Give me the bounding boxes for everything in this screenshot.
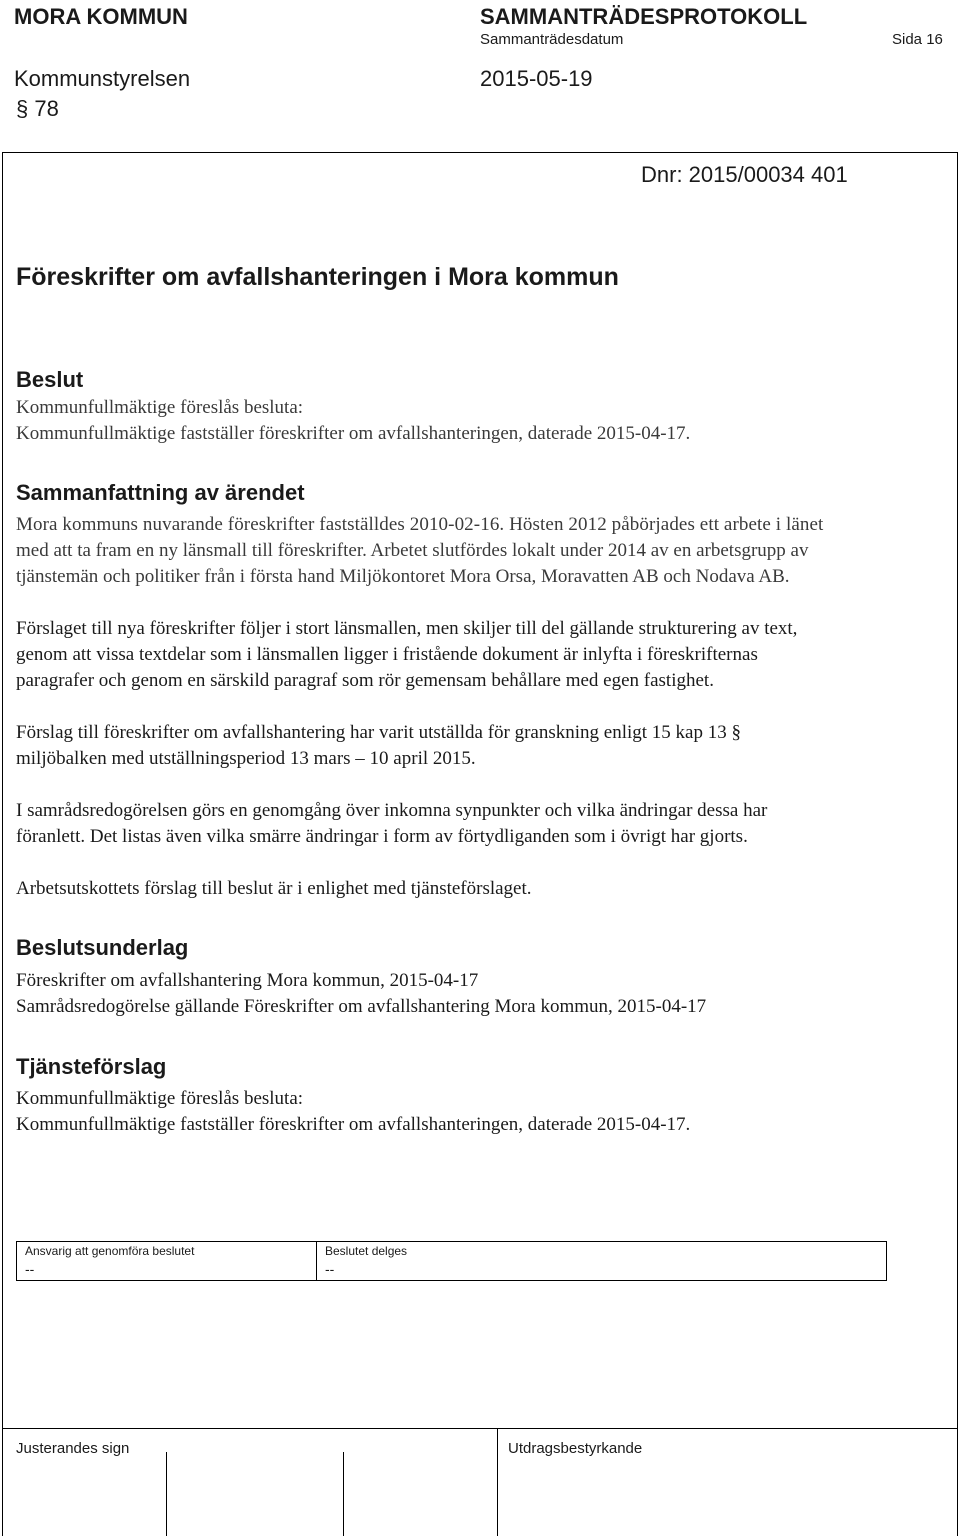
official-proposal-line-2: Kommunfullmäktige fastställer föreskrifter om avfallshanteringen, daterade 2015-04-17.: [16, 1114, 691, 1135]
responsible-label: Ansvarig att genomföra beslutet: [25, 1244, 195, 1258]
summary-p2-line-3: paragrafer och genom en särskild paragraf som rör gemensam behållare med egen fastighet.: [16, 670, 714, 691]
summary-p5: Arbetsutskottets förslag till beslut är i enlighet med tjänsteförslaget.: [16, 878, 532, 899]
section-heading-summary: Sammanfattning av ärendet: [16, 480, 305, 505]
section-heading-official-proposal: Tjänsteförslag: [16, 1054, 167, 1079]
summary-p4-line-2: föranlett. Det listas även vilka smärre ändringar i form av förtydliganden som i övrigt har gjorts.: [16, 826, 748, 847]
date-label: Sammanträdesdatum: [480, 31, 624, 48]
beslut-line-2: Kommunfullmäktige fastställer föreskrifter om avfallshanteringen, daterade 2015-04-17.: [16, 423, 691, 444]
signature-box-divider: [343, 1452, 344, 1536]
signature-box-divider: [497, 1428, 498, 1536]
decision-basis-line-2: Samrådsredogörelse gällande Föreskrifter om avfallshantering Mora kommun, 2015-04-17: [16, 996, 707, 1017]
summary-p1-line-1: Mora kommuns nuvarande föreskrifter fastställdes 2010-02-16. Hösten 2012 påbörjades ett arbete i länet: [16, 514, 824, 535]
responsibility-cell-left: [17, 1242, 317, 1280]
meeting-date: 2015-05-19: [480, 66, 593, 91]
summary-p1-line-2: med att ta fram en ny länsmall till föreskrifter. Arbetet slutfördes lokalt under 2014 av en arbetsgrupp av: [16, 540, 809, 561]
responsibility-cell-right: [317, 1242, 887, 1280]
official-proposal-line-1: Kommunfullmäktige föreslås besluta:: [16, 1088, 304, 1109]
signature-divider: [2, 1428, 958, 1429]
responsibility-table: [16, 1241, 887, 1281]
notify-label: Beslutet delges: [325, 1244, 408, 1258]
summary-p2-line-1: Förslaget till nya föreskrifter följer i stort länsmallen, men skiljer till del gällande strukturering av text,: [16, 618, 798, 639]
responsible-value: --: [25, 1261, 35, 1277]
section-heading-beslut: Beslut: [16, 367, 84, 392]
summary-p3-line-2: miljöbalken med utställningsperiod 13 mars – 10 april 2015.: [16, 748, 476, 769]
document-type: SAMMANTRÄDESPROTOKOLL: [480, 4, 808, 29]
signature-box-divider: [166, 1452, 167, 1536]
summary-p4-line-1: I samrådsredogörelsen görs en genomgång över inkomna synpunkter och vilka ändringar dessa har: [16, 800, 768, 821]
committee-name: Kommunstyrelsen: [14, 66, 191, 91]
notify-value: --: [325, 1261, 335, 1277]
summary-p2-line-2: genom att vissa textdelar som i länsmallen ligger i fristående dokument är inlyfta i föreskrifternas: [16, 644, 758, 665]
signature-label-right: Utdragsbestyrkande: [508, 1440, 643, 1457]
paragraph-number: § 78: [16, 96, 59, 121]
diary-number: Dnr: 2015/00034 401: [641, 162, 848, 187]
beslut-line-1: Kommunfullmäktige föreslås besluta:: [16, 397, 304, 418]
summary-p3-line-1: Förslag till föreskrifter om avfallshantering har varit utställda för granskning enligt 15 kap 13 §: [16, 722, 741, 743]
section-heading-decision-basis: Beslutsunderlag: [16, 935, 189, 960]
page-title: Föreskrifter om avfallshanteringen i Mora kommun: [16, 263, 619, 291]
decision-basis-line-1: Föreskrifter om avfallshantering Mora kommun, 2015-04-17: [16, 970, 479, 991]
org-name: MORA KOMMUN: [14, 4, 188, 29]
page-number: Sida 16: [892, 31, 943, 48]
summary-p1-line-3: tjänstemän och politiker från i första hand Miljökontoret Mora Orsa, Moravatten AB och Nodava AB.: [16, 566, 790, 587]
signature-label-left: Justerandes sign: [16, 1440, 130, 1457]
